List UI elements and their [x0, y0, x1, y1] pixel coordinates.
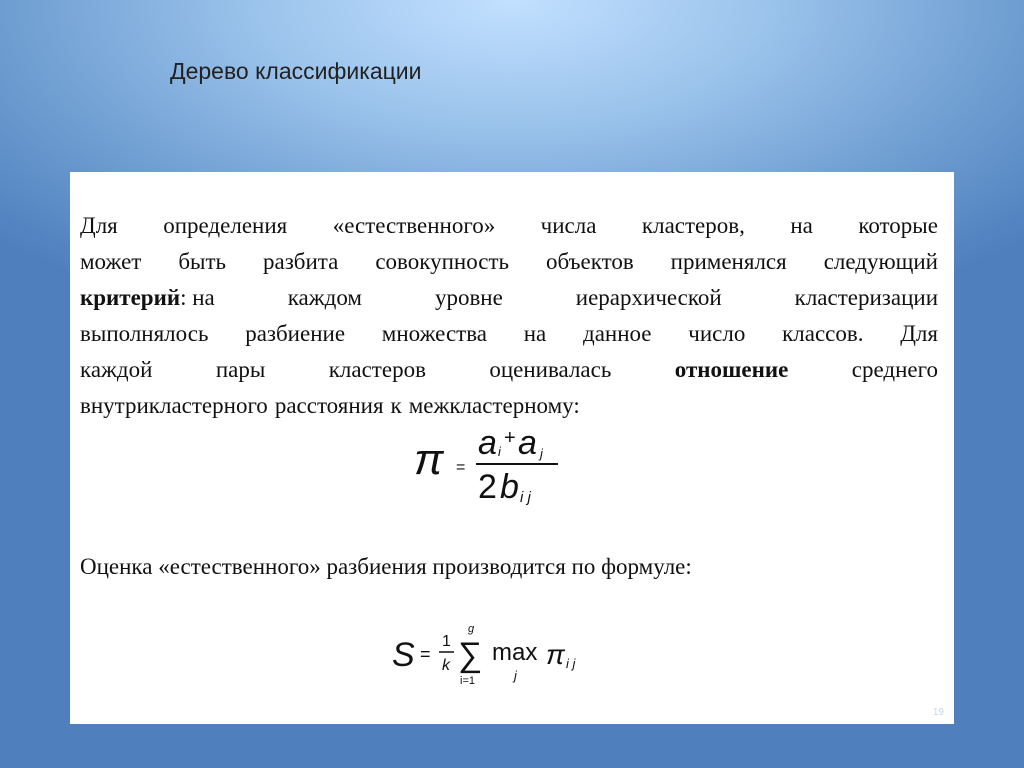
estimate-text: Оценка «естественного» разбиения производится по формуле:: [80, 554, 692, 579]
formula-pi-symbol: π: [546, 639, 565, 670]
fraction-numerator-1: 1: [442, 633, 451, 650]
max-subscript-j: j: [514, 668, 517, 683]
ratio-term: отношение: [674, 357, 789, 382]
word: иерархической: [575, 285, 722, 310]
slide-title: Дерево классификации: [170, 58, 422, 84]
sum-upper-limit: g: [468, 623, 475, 635]
word: внутрикластерного: [80, 393, 268, 418]
numerator-sub-j: j: [540, 446, 543, 461]
word: Для: [900, 321, 938, 346]
paragraph-line-1: [80, 208, 938, 244]
word: Для: [80, 213, 118, 238]
summation-sign: ∑: [458, 636, 483, 674]
criterion-phrase: [80, 280, 215, 316]
word: классов.: [782, 321, 864, 346]
page-number: 19: [932, 707, 944, 718]
word: каждой: [80, 357, 153, 382]
word: «естественного»: [332, 213, 496, 238]
word: кластеров: [328, 357, 426, 382]
numerator-plus: +: [504, 427, 516, 449]
max-operator: max: [492, 639, 538, 666]
word: быть: [178, 249, 227, 274]
ratio-formula: [410, 418, 570, 508]
word: следующий: [823, 249, 938, 274]
denominator-sub-ij: i j: [520, 489, 531, 506]
word: определения: [163, 213, 288, 238]
word: пары: [215, 357, 266, 382]
paragraph-line-3: [80, 280, 938, 316]
formula-s-symbol: S: [392, 636, 415, 674]
numerator-a2: a: [518, 424, 537, 462]
word: применялся: [670, 249, 787, 274]
word: на: [523, 321, 547, 346]
content-panel: [70, 172, 954, 724]
numerator-a: a: [478, 424, 497, 462]
formula-equals: =: [456, 459, 466, 476]
paragraph-line-4: [80, 316, 938, 352]
word: оценивалась: [489, 357, 612, 382]
word: множества: [381, 321, 487, 346]
estimate-formula: [388, 620, 608, 692]
word: кластеризации: [794, 285, 938, 310]
word: расстояния: [274, 393, 384, 418]
pi-subscript-ij: i j: [566, 656, 576, 671]
definition-paragraph: [80, 208, 938, 424]
word: к: [390, 393, 402, 418]
formula-pi-symbol: π: [414, 435, 444, 484]
sum-lower-limit: i=1: [460, 675, 475, 687]
paragraph-line-5: [80, 352, 938, 388]
criterion-term: критерий: [80, 285, 181, 310]
word: может: [80, 249, 142, 274]
word: уровне: [434, 285, 503, 310]
formula-equals: =: [420, 644, 431, 664]
denominator-b: b: [500, 468, 519, 506]
word: совокупность: [375, 249, 510, 274]
word: межкластерному:: [408, 393, 580, 418]
word: которые: [858, 213, 938, 238]
fraction-denominator-k: k: [442, 657, 450, 674]
paragraph-line-2: [80, 244, 938, 280]
word: разбита: [262, 249, 339, 274]
denominator-2: 2: [478, 468, 497, 506]
word: данное: [583, 321, 652, 346]
numerator-sub-i: i: [498, 444, 501, 459]
word: объектов: [545, 249, 634, 274]
word: числа: [540, 213, 597, 238]
word: на: [790, 213, 813, 238]
word: среднего: [851, 357, 938, 382]
word: : на: [180, 285, 215, 310]
word: выполнялось: [80, 321, 209, 346]
word: число: [688, 321, 746, 346]
word: кластеров,: [641, 213, 745, 238]
word: разбиение: [245, 321, 346, 346]
word: каждом: [287, 285, 362, 310]
